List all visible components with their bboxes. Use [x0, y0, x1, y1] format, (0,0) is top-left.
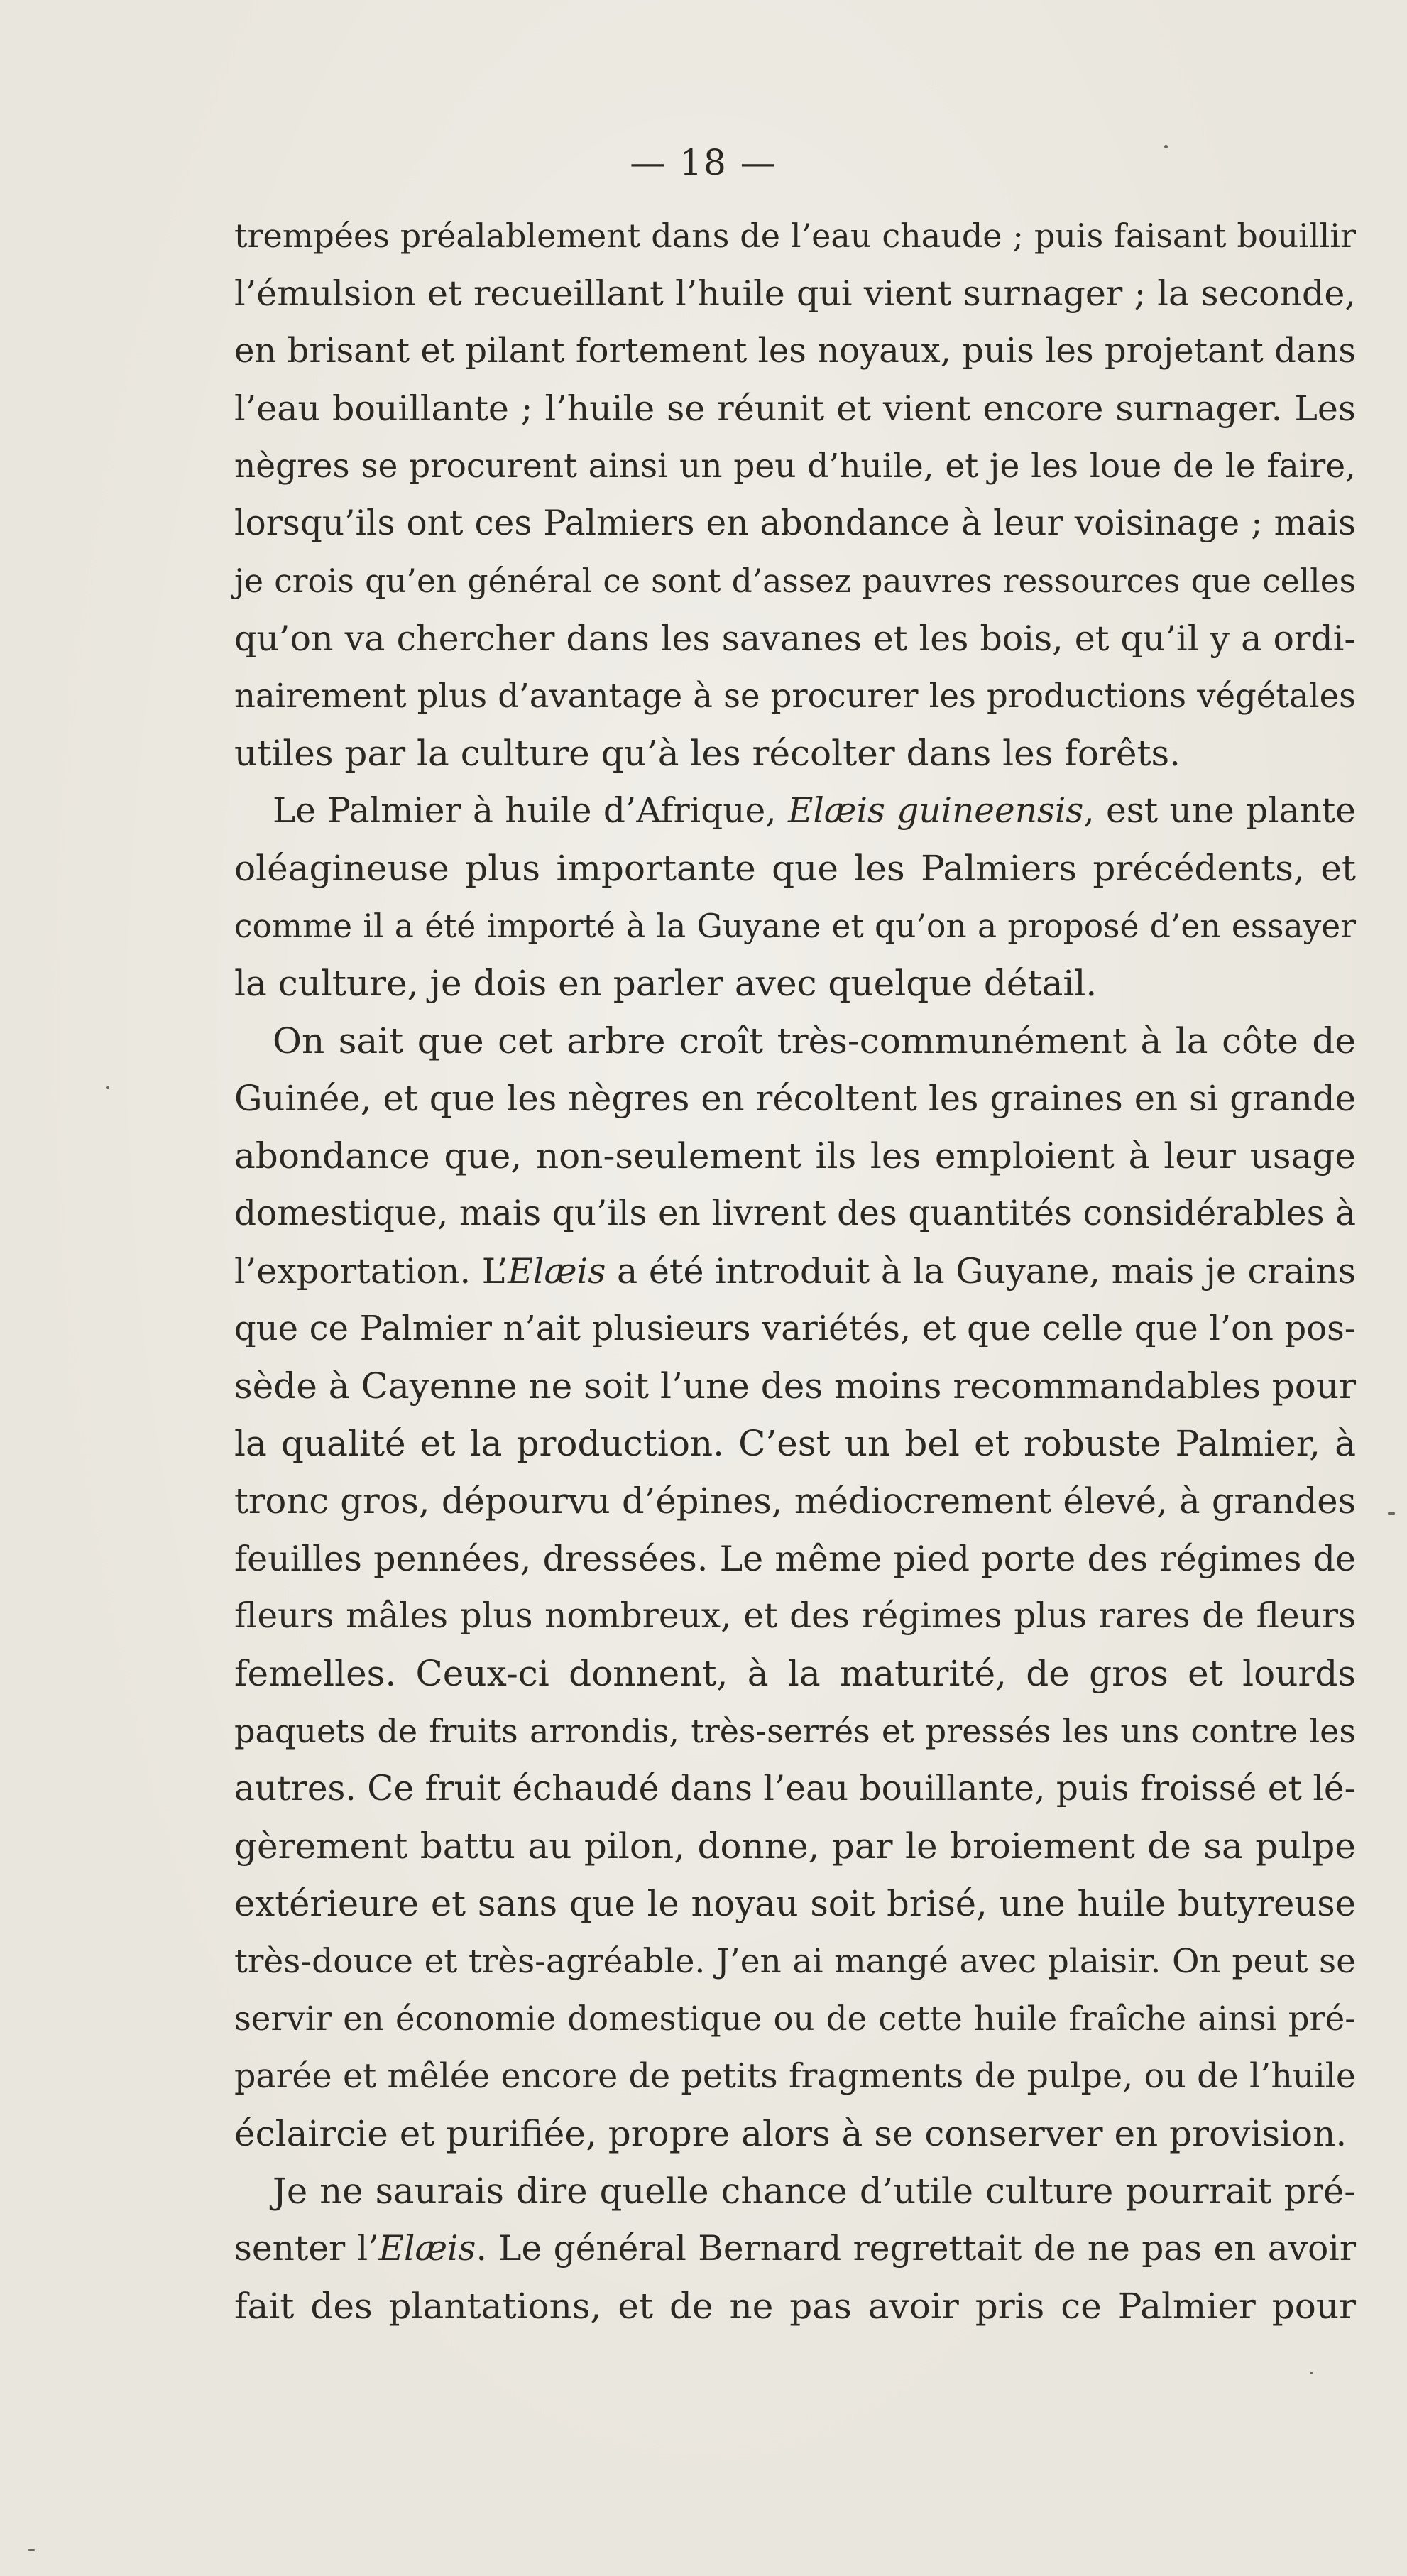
text-line	[234, 610, 1356, 667]
text-segment: la culture, je dois en parler avec quelque détail.	[234, 963, 1097, 1004]
text-segment: Guinée, et que les nègres en récoltent les graines en si grande	[234, 1078, 1356, 1119]
text-segment: comme il a été importé à la Guyane et qu’on a proposé d’en essayer	[234, 907, 1356, 945]
text-segment: fait des plantations, et de ne pas avoir pris ce Palmier pour	[234, 2286, 1356, 2327]
text-line	[234, 1185, 1356, 1243]
italic-species-name: Elæis guineensis	[787, 791, 1084, 831]
text-line	[234, 1013, 1356, 1070]
text-line	[234, 725, 1356, 782]
italic-species-name: Elæis	[378, 2229, 476, 2269]
text-segment: l’eau bouillante ; l’huile se réunit et vient encore surnager. Les	[234, 388, 1356, 429]
text-segment: paquets de fruits arrondis, très-serrés et pressés les uns contre les	[234, 1712, 1356, 1750]
text-line	[234, 1645, 1356, 1703]
text-segment: éclaircie et purifiée, propre alors à se conserver en provision.	[234, 2113, 1347, 2154]
text-segment: servir en économie domestique ou de cette huile fraîche ainsi pré-	[234, 1999, 1356, 2038]
text-segment: senter l’	[234, 2229, 379, 2269]
text-segment: femelles. Ceux-ci donnent, à la maturité, de gros et lourds	[234, 1653, 1356, 1694]
paper-speck	[106, 1086, 109, 1089]
page-number: — 18 —	[630, 142, 777, 183]
text-segment: la qualité et la production. C’est un bel et robuste Palmier, à	[234, 1423, 1356, 1464]
text-segment: a été introduit à la Guyane, mais je crains	[606, 1251, 1356, 1292]
text-line	[234, 2278, 1356, 2335]
text-line	[234, 667, 1356, 725]
text-segment: l’exportation. L’	[234, 1251, 508, 1292]
text-segment: feuilles pennées, dressées. Le même pied porte des régimes de	[234, 1539, 1356, 1579]
text-line	[234, 1530, 1356, 1588]
text-line	[234, 552, 1356, 610]
text-line	[234, 897, 1356, 955]
text-line	[234, 1875, 1356, 1933]
text-line	[234, 2220, 1356, 2278]
text-segment: trempées préalablement dans de l’eau chaude ; puis faisant bouillir	[234, 217, 1356, 255]
body-text	[234, 207, 1356, 2335]
text-line	[234, 1703, 1356, 1760]
text-line	[234, 380, 1356, 437]
text-segment: extérieure et sans que le noyau soit brisé, une huile butyreuse	[234, 1883, 1356, 1924]
text-line	[234, 1760, 1356, 1818]
text-segment: lorsqu’ils ont ces Palmiers en abondance à leur voisinage ; mais	[234, 503, 1356, 543]
italic-species-name: Elæis	[508, 1251, 606, 1292]
text-segment: nairement plus d’avantage à se procurer les productions végétales	[234, 677, 1356, 715]
text-segment: domestique, mais qu’ils en livrent des quantités considérables à	[234, 1194, 1356, 1233]
text-segment: . Le général Bernard regrettait de ne pas en avoir	[476, 2229, 1356, 2269]
text-line	[234, 1588, 1356, 1645]
text-line	[234, 840, 1356, 897]
text-segment: en brisant et pilant fortement les noyaux, puis les projetant dans	[234, 331, 1356, 371]
text-segment: Je ne saurais dire quelle chance d’utile culture pourrait pré-	[273, 2171, 1356, 2212]
text-segment: utiles par la culture qu’à les récolter dans les forêts.	[234, 733, 1181, 774]
text-segment: , est une plante	[1083, 791, 1357, 831]
paper-speck	[1310, 2372, 1313, 2374]
text-line	[234, 207, 1356, 265]
text-segment: abondance que, non-seulement ils les emploient à leur usage	[234, 1135, 1356, 1177]
text-line	[234, 1990, 1356, 2048]
text-line	[234, 782, 1356, 840]
text-line	[234, 1243, 1356, 1300]
text-line	[234, 2105, 1356, 2163]
text-line	[234, 1300, 1356, 1358]
text-segment: je crois qu’en général ce sont d’assez pauvres ressources que celles	[234, 562, 1356, 600]
text-line	[234, 1358, 1356, 1415]
text-segment: nègres se procurent ainsi un peu d’huile, et je les loue de le faire,	[234, 447, 1356, 486]
text-segment: parée et mêlée encore de petits fragments de pulpe, ou de l’huile	[234, 2057, 1356, 2096]
text-line	[234, 1070, 1356, 1128]
text-line	[234, 2048, 1356, 2105]
text-segment: l’émulsion et recueillant l’huile qui vient surnager ; la seconde,	[234, 273, 1356, 314]
text-line	[234, 1473, 1356, 1530]
text-segment: fleurs mâles plus nombreux, et des régimes plus rares de fleurs	[234, 1596, 1356, 1636]
text-line	[234, 1933, 1356, 1990]
text-segment: On sait que cet arbre croît très-communément à la côte de	[273, 1020, 1356, 1061]
paper-speck	[1388, 1512, 1395, 1515]
text-segment: qu’on va chercher dans les savanes et les bois, et qu’il y a ordi-	[234, 618, 1356, 659]
text-segment: Le Palmier à huile d’Afrique,	[273, 791, 788, 831]
text-line	[234, 1128, 1356, 1185]
text-segment: sède à Cayenne ne soit l’une des moins recommandables pour	[234, 1365, 1356, 1407]
text-line	[234, 2163, 1356, 2220]
text-line	[234, 265, 1356, 322]
text-segment: autres. Ce fruit échaudé dans l’eau bouillante, puis froissé et lé-	[234, 1769, 1356, 1808]
text-line	[234, 437, 1356, 495]
text-segment: très-douce et très-agréable. J’en ai mangé avec plaisir. On peut se	[234, 1942, 1356, 1981]
text-line	[234, 495, 1356, 552]
text-segment: gèrement battu au pilon, donne, par le broiement de sa pulpe	[234, 1825, 1356, 1867]
text-segment: oléagineuse plus importante que les Palmiers précédents, et	[234, 848, 1356, 889]
paper-speck	[1164, 145, 1168, 148]
text-segment: que ce Palmier n’ait plusieurs variétés, et que celle que l’on pos-	[234, 1309, 1356, 1348]
text-line	[234, 1818, 1356, 1875]
text-line	[234, 1415, 1356, 1473]
text-line	[234, 955, 1356, 1013]
text-line	[234, 322, 1356, 380]
text-segment: tronc gros, dépourvu d’épines, médiocrement élevé, à grandes	[234, 1480, 1356, 1522]
paper-speck	[28, 2549, 35, 2551]
